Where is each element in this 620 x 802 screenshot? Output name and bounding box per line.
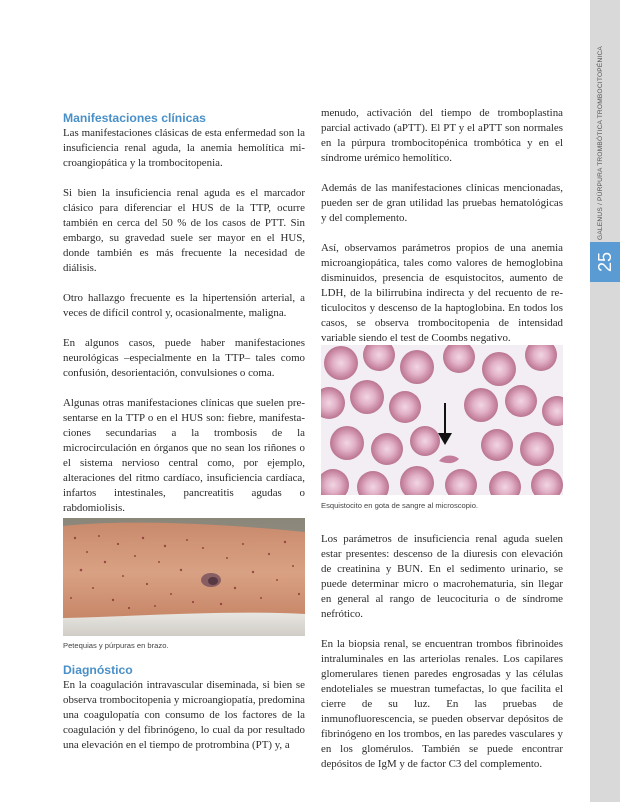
page-number: 25 xyxy=(594,251,615,273)
paragraph: Algunas otras manifestaciones clínicas que suelen presentarse en la TTP o en el HUS son: fiebre, manifestaciones secundarias a la trombosis de la microcirculación en órganos que no sean los riñones o el sistema nervioso central como, por ejemplo, alteraciones del ritmo cardíaco, insuficiencia cardíaca, infartos intestinales, pancreatitis agudas o rabdomiolisis. xyxy=(63,397,305,514)
left-column xyxy=(63,111,305,576)
paragraph: Las manifestaciones clásicas de esta enfermedad son la insuficiencia renal aguda, la anemia hemolítica microangiopática y la trombocitopenia. xyxy=(63,127,305,169)
right-column xyxy=(321,106,563,346)
paragraph: Así, observamos parámetros propios de una anemia microangiopática, tales como valores de hemoglobina disminuidos, presencia de esquistocitos, aumento de LDH, de la bilirrubina indirecta y del recuento de reticulocitos y descenso de la haptoglobina. En todos los casos, se observa trombocitopenia de intensidad variable siendo el test de Coombs negativo. xyxy=(321,242,563,344)
paragraph: En la coagulación intravascular diseminada, si bien se observa trombocitopenia y microangiopatía, predomina una coagulopatía con consumo de los factores de la coagulación y del fibrinógeno, lo cual da por resultado una elevación en el tiempo de protrombina (PT) y, a xyxy=(63,679,305,751)
blood-photo-caption: Esquistocito en gota de sangre al microscopio. xyxy=(321,501,479,510)
right-column-lower xyxy=(321,532,563,772)
paragraph: menudo, activación del tiempo de tromboplastina parcial activado (aPTT). El PT y el aPTT son normales en la púrpura trombocitopénica trombótica y en el síndrome urémico hemolítico. xyxy=(321,107,563,164)
paragraph: En la biopsia renal, se encuentran trombos fibrinoides intraluminales en las arteriolas renales. Los capilares glomerulares tienen paredes engrosadas y las células endoteliales se muestran tumefactas, lo que facilita el cierre de su luz. En las pruebas de inmunofluorescencia, se pueden observar depósitos de fibrinógeno en los trombos, en las paredes vasculares y en los glomérulos. También se puede encontrar depósitos de IgM y de factor C3 del complemento. xyxy=(321,638,563,770)
left-column-lower xyxy=(63,663,305,753)
page-number-box xyxy=(590,242,620,282)
section-heading-manifestaciones: Manifestaciones clínicas xyxy=(63,111,206,125)
paragraph: Los parámetros de insuficiencia renal aguda suelen estar presentes: descenso de la diuresis con elevación de creatinina y BUN. En el sedimento urinario, se puede determinar micro o macrohematuria, sin llegar en general al rango de leucocituria o de síndrome nefrótico. xyxy=(321,533,563,620)
sidebar-band xyxy=(590,0,620,802)
paragraph: Además de las manifestaciones clínicas mencionadas, pueden ser de gran utilidad las pruebas hematológicas y del complemento. xyxy=(321,182,563,224)
arm-petechiae-photo xyxy=(63,518,305,636)
section-heading-diagnostico: Diagnóstico xyxy=(63,663,133,677)
paragraph: Si bien la insuficiencia renal aguda es el marcador clásico para diferenciar el HUS de la TTP, ocurre también en cerca del 50 % de los casos de PTT. Sin embargo, su gravedad suele ser mayor en el HUS, donde también es más frecuente la necesidad de diálisis. xyxy=(63,187,305,274)
blood-smear-photo xyxy=(321,345,563,495)
running-title: GALENUS / PÚRPURA TROMBÓTICA TROMBOCITOPÉNICA xyxy=(597,45,604,240)
arm-photo-caption: Petequias y púrpuras en brazo. xyxy=(63,641,169,650)
paragraph: Otro hallazgo frecuente es la hipertensión arterial, a veces de difícil control y, ocasionalmente, maligna. xyxy=(63,292,305,319)
paragraph: En algunos casos, puede haber manifestaciones neurológicas –especialmente en la TTP– tales como confusión, desorientación, convulsiones o coma. xyxy=(63,337,305,379)
